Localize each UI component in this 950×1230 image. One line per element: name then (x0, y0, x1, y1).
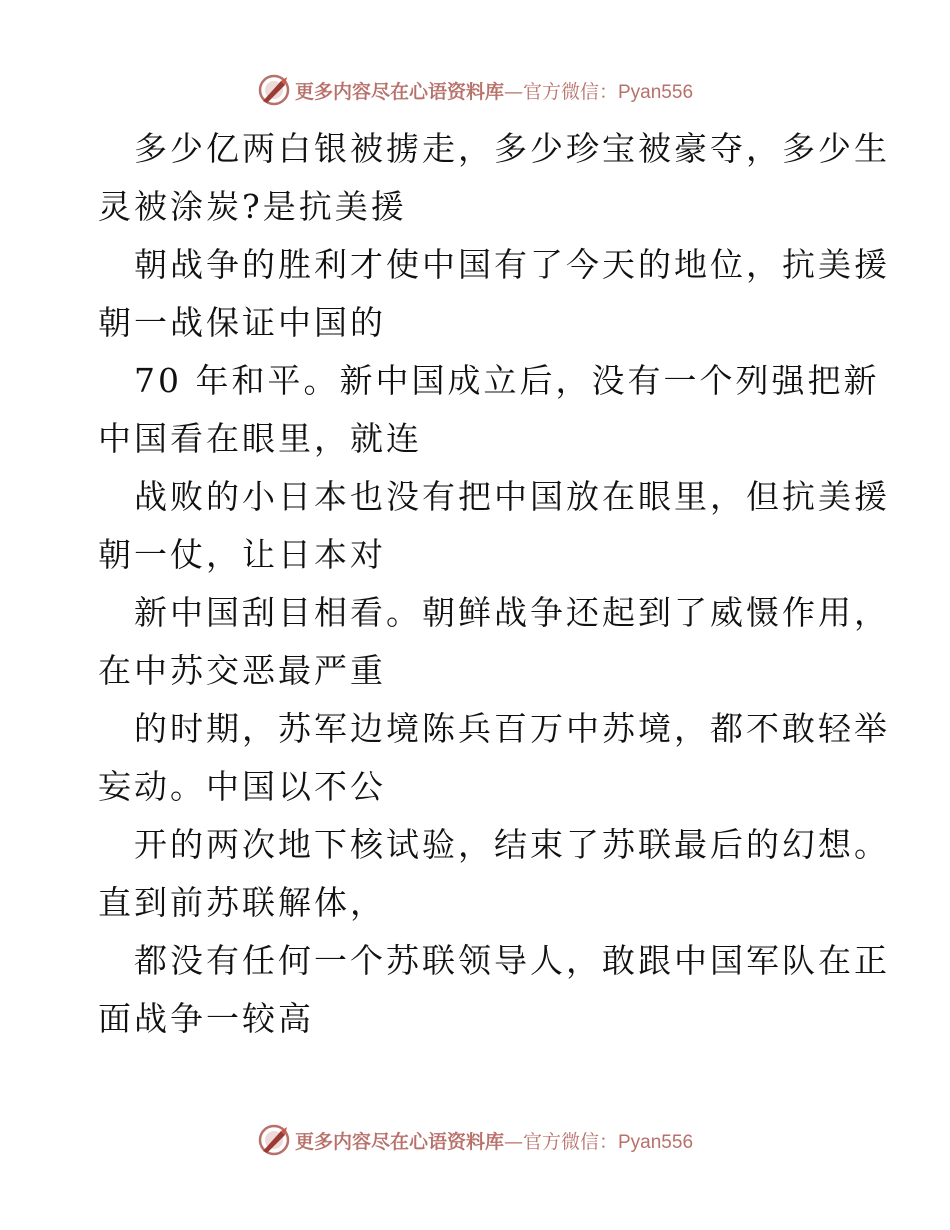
paragraph (98, 932, 890, 1048)
header-banner-dash: — (503, 80, 523, 103)
paragraph (98, 584, 890, 700)
text-line: 面战争一较高 (98, 999, 314, 1038)
header-banner-wechat-id: Pyan556 (618, 81, 694, 103)
quill-seal-icon (257, 73, 291, 107)
footer-banner-text (295, 1127, 693, 1154)
text-line: 都没有任何一个苏联领导人，敢跟中国军队在正 (134, 941, 890, 980)
header-banner-text (295, 77, 693, 104)
text-line: 灵被涂炭?是抗美援 (98, 187, 407, 226)
header-banner (0, 70, 950, 110)
text-line: 朝一战保证中国的 (98, 303, 386, 342)
text-line: 战败的小日本也没有把中国放在眼里，但抗美援 (134, 477, 890, 516)
header-banner-label: 更多内容尽在心语资料库 (294, 80, 504, 103)
footer-banner-wechat-prefix: 官方微信： (522, 1130, 618, 1153)
footer-banner-label: 更多内容尽在心语资料库 (294, 1130, 504, 1153)
text-line: 新中国刮目相看。朝鲜战争还起到了威慑作用， (134, 593, 890, 632)
text-line: 的时期，苏军边境陈兵百万中苏境，都不敢轻举 (134, 709, 890, 748)
paragraph (98, 120, 890, 236)
footer-banner (0, 1120, 950, 1160)
paragraph (98, 816, 890, 932)
text-line: 在中苏交恶最严重 (98, 651, 386, 690)
text-line: 开的两次地下核试验，结束了苏联最后的幻想。 (134, 825, 890, 864)
paragraph (98, 352, 880, 468)
paragraph (98, 700, 890, 816)
header-banner-wechat-prefix: 官方微信： (522, 80, 618, 103)
text-line: 中国看在眼里，就连 (98, 419, 422, 458)
paragraph (98, 236, 890, 352)
footer-banner-wechat-id: Pyan556 (618, 1131, 694, 1153)
text-line: 70 年和平。新中国成立后，没有一个列强把新 (134, 361, 880, 400)
paragraph (98, 468, 890, 584)
footer-banner-dash: — (503, 1130, 523, 1153)
text-line: 朝战争的胜利才使中国有了今天的地位，抗美援 (134, 245, 890, 284)
text-line: 直到前苏联解体， (98, 883, 386, 922)
text-line: 多少亿两白银被掳走，多少珍宝被豪夺，多少生 (134, 129, 890, 168)
document-body (98, 120, 890, 1048)
text-line: 妄动。中国以不公 (98, 767, 386, 806)
quill-seal-icon (257, 1123, 291, 1157)
text-line: 朝一仗，让日本对 (98, 535, 386, 574)
